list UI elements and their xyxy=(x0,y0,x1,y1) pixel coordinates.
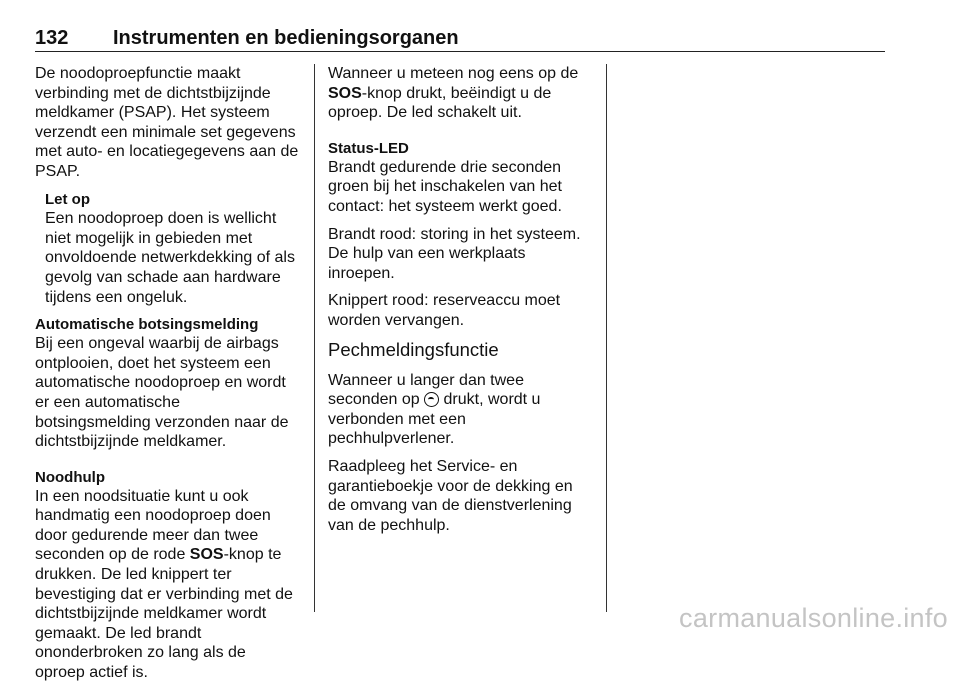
intro-paragraph: De noodoproepfunctie maakt verbinding met de dichtstbijzijnde meldkamer (PSAP). Het systeem verzendt een minimale set gegevens met auto- en locatiegegevens aan de PSAP. xyxy=(35,65,299,180)
pech-text-b: drukt, wordt u verbonden met een pechhulpverlener. xyxy=(328,391,541,448)
status-led-section xyxy=(328,139,593,217)
end-call-paragraph xyxy=(328,64,593,123)
auto-crash-section xyxy=(35,315,300,452)
note-text: Een noodoproep doen is wellicht niet mogelijk in gebieden met onvoldoende netwerkdekking of als gevolg van schade aan hardware tijdens een ongeluk. xyxy=(45,210,295,306)
page-number: 132 xyxy=(35,27,69,49)
auto-crash-text: Bij een ongeval waarbij de airbags ontplooien, doet het systeem een automatische noodoproep en wordt er een automatische botsingsmelding verzonden naar de dichtstbijzijnde meldkamer. xyxy=(35,335,289,451)
column-left xyxy=(35,64,300,691)
pech-text-a: Wanneer u langer dan twee seconden op xyxy=(328,371,524,409)
watermark: carmanualsonline.info xyxy=(679,603,948,633)
end-call-text-a: Wanneer u meteen nog eens op de xyxy=(328,65,579,82)
pech-paragraph xyxy=(328,371,593,449)
sos-label: SOS xyxy=(328,84,362,102)
status-blink-text: Knippert rood: reserveaccu moet worden vervangen. xyxy=(328,292,561,329)
column-divider-2 xyxy=(606,64,607,612)
pech-booklet-text: Raadpleeg het Service- en garantieboekje voor de dekking en de omvang van de dienstverlening van de pechhulp. xyxy=(328,457,573,534)
pech-heading: Pechmeldingsfunctie xyxy=(328,338,499,360)
sos-label: SOS xyxy=(189,546,224,564)
column-divider-1 xyxy=(314,64,315,612)
status-red-text: Brandt rood: storing in het systeem. De hulp van een werkplaats inroepen. xyxy=(328,225,581,282)
noodhulp-text-b: -knop te drukken. De led knippert ter bevestiging dat er verbinding met de dichtstbijzijnde meldkamer wordt gemaakt. De led brandt ononderbroken zo lang als de oproep actief is. xyxy=(35,546,293,682)
end-call-text-b: -knop drukt, beëindigt u de oproep. De led schakelt uit. xyxy=(328,84,552,122)
roadside-assistance-icon xyxy=(424,392,439,407)
status-led-heading: Status-LED xyxy=(328,139,409,157)
column-middle xyxy=(328,64,593,543)
chapter-title: Instrumenten en bedieningsorganen xyxy=(113,27,459,49)
note-title: Let op xyxy=(45,190,90,208)
page-header xyxy=(35,27,885,52)
note-box xyxy=(45,190,300,308)
auto-crash-heading: Automatische botsingsmelding xyxy=(35,316,259,334)
noodhulp-text-a: In een noodsituatie kunt u ook handmatig een noodoproep doen door gedurende meer dan twee seconden op de rode xyxy=(35,487,271,564)
status-green-text: Brandt gedurende drie seconden groen bij het inschakelen van het contact: het systeem werkt goed. xyxy=(328,158,562,215)
noodhulp-heading: Noodhulp xyxy=(35,468,105,486)
noodhulp-section xyxy=(35,468,300,683)
